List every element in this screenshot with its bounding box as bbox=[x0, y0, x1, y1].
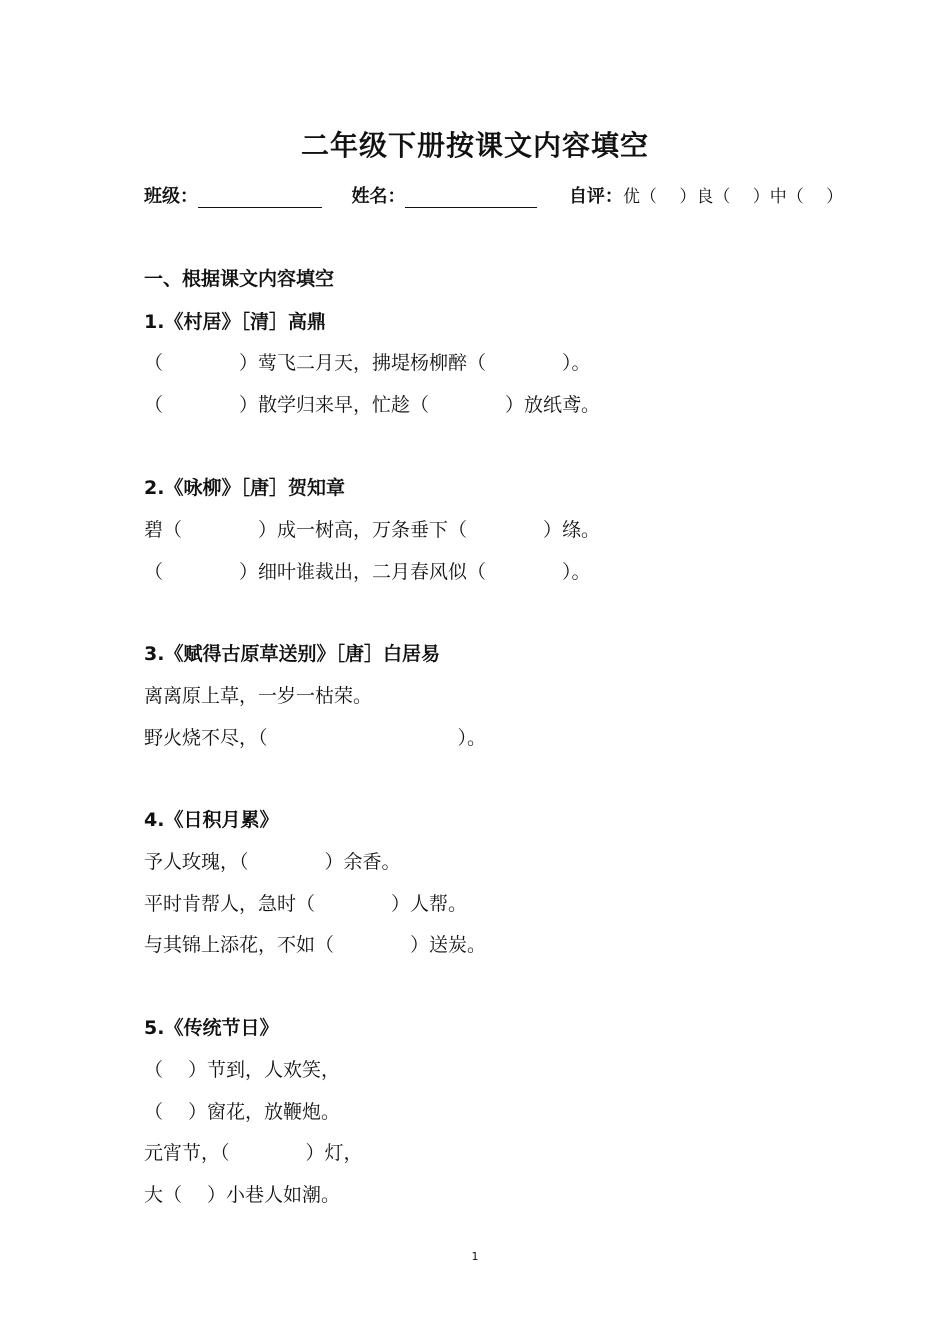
name-label: 姓名： bbox=[351, 186, 406, 207]
page-number: 1 bbox=[471, 1250, 479, 1263]
question-2-line-1: 碧（ ）成一树高，万条垂下（ ）绦。 bbox=[144, 519, 601, 541]
question-4-line-3: 与其锦上添花，不如（ ）送炭。 bbox=[144, 934, 487, 956]
question-4-line-2: 平时肯帮人，急时（ ）人帮。 bbox=[144, 893, 468, 915]
question-4-heading: 4.《日积月累》 bbox=[144, 809, 279, 831]
question-2-heading: 2.《咏柳》［唐］贺知章 bbox=[144, 477, 345, 499]
question-1-heading: 1.《村居》［清］高鼎 bbox=[144, 311, 326, 333]
question-5-line-2: （ ）窗花，放鞭炮。 bbox=[144, 1101, 341, 1123]
question-5-line-3: 元宵节，（ ）灯， bbox=[144, 1142, 363, 1164]
class-blank[interactable] bbox=[198, 187, 322, 208]
question-3-line-1: 离离原上草，一岁一枯荣。 bbox=[144, 685, 373, 707]
class-label: 班级： bbox=[144, 186, 198, 207]
question-2-line-2: （ ）细叶谁裁出，二月春风似（ ）。 bbox=[144, 561, 591, 583]
self-eval-options: 优（ ）良（ ）中（ ） bbox=[622, 187, 844, 207]
self-eval-label: 自评： bbox=[568, 186, 623, 207]
section-heading: 一、根据课文内容填空 bbox=[144, 268, 335, 290]
student-info-row bbox=[144, 182, 844, 212]
name-blank[interactable] bbox=[405, 187, 537, 208]
question-3-line-2: 野火烧不尽，（ ）。 bbox=[144, 727, 487, 749]
question-4-line-1: 予人玫瑰，（ ）余香。 bbox=[144, 851, 401, 873]
question-5-line-4: 大（ ）小巷人如潮。 bbox=[144, 1184, 341, 1206]
worksheet-title: 二年级下册按课文内容填空 bbox=[300, 129, 649, 162]
question-5-line-1: （ ）节到，人欢笑， bbox=[144, 1059, 341, 1081]
question-1-line-1: （ ）莺飞二月天，拂堤杨柳醉（ ）。 bbox=[144, 352, 591, 374]
question-3-heading: 3.《赋得古原草送别》［唐］白居易 bbox=[144, 643, 440, 665]
question-5-heading: 5.《传统节日》 bbox=[144, 1017, 279, 1039]
question-1-line-2: （ ）散学归来早，忙趁（ ）放纸鸢。 bbox=[144, 394, 601, 416]
